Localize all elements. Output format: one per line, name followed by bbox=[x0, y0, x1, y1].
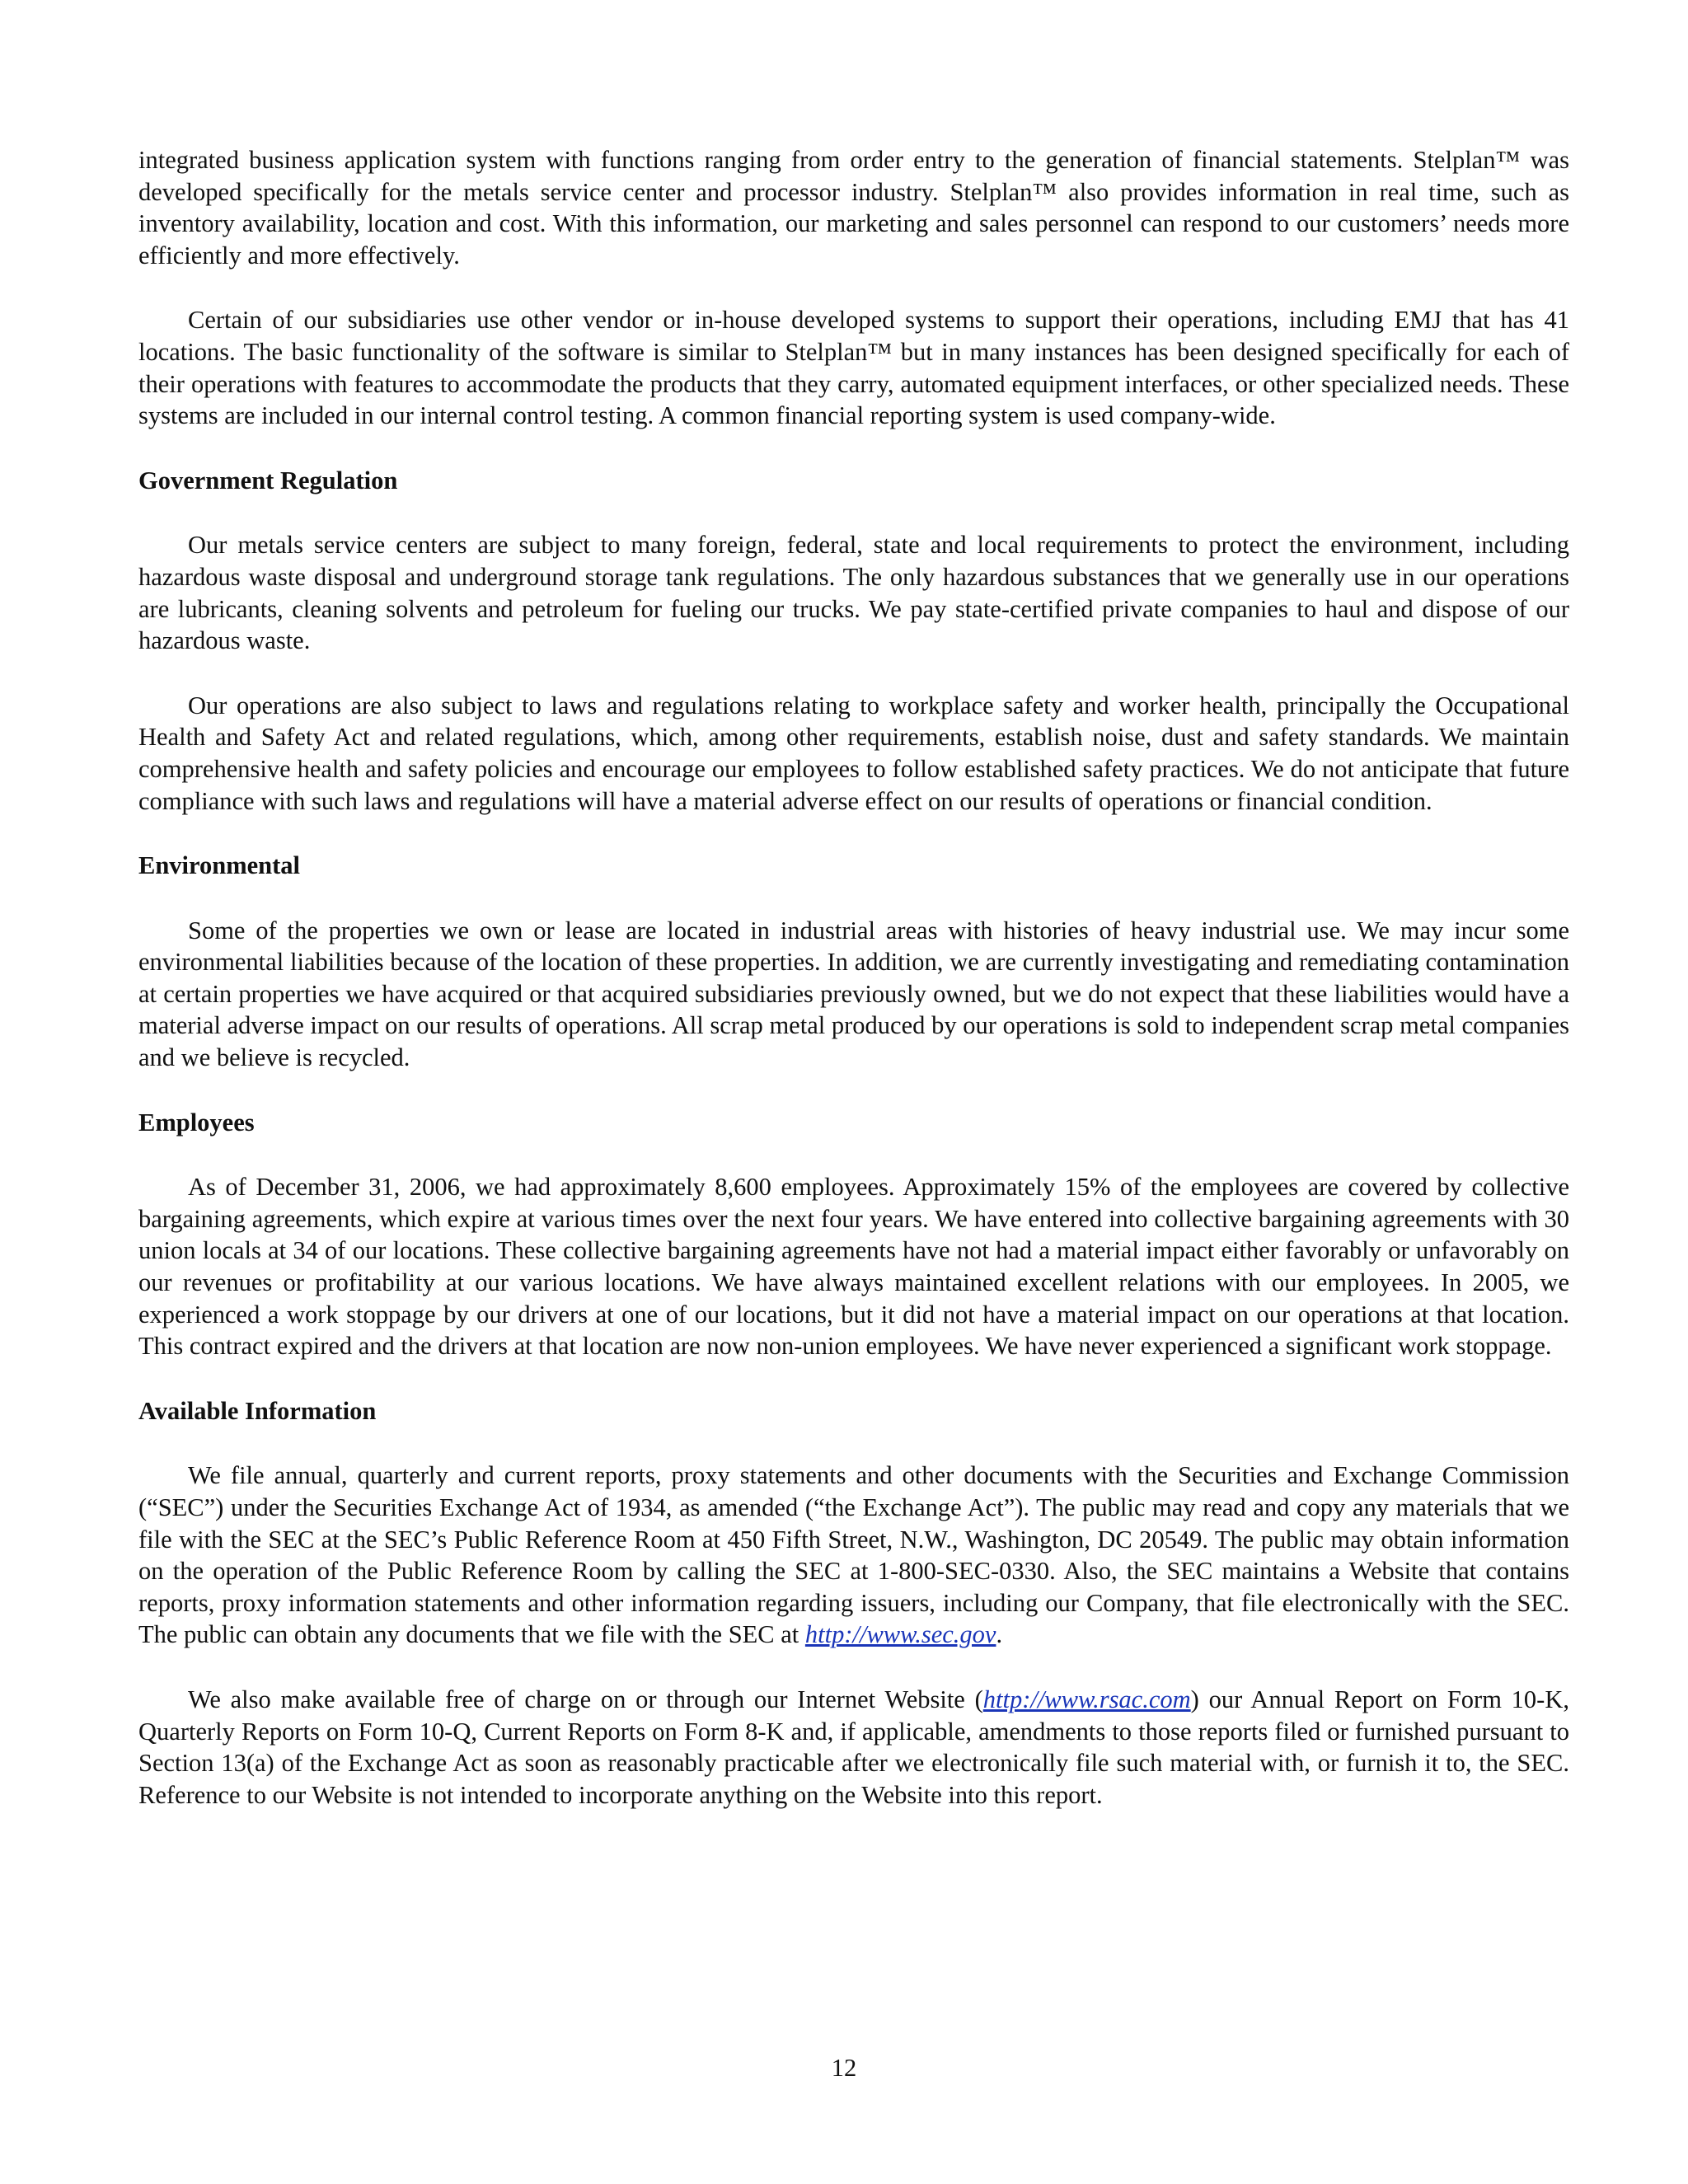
paragraph-employees: As of December 31, 2006, we had approximately 8,600 employees. Approximately 15% of the employees are covered by collective bargaining agreements, which expire at various times over the next four years. We have entered into collective bargaining agreements with 30 union locals at 34 of our locations. These collective bargaining agreements have not had a material impact either favorably or unfavorably on our revenues or profitability at our various locations. We have always maintained excellent relations with our employees. In 2005, we experienced a work stoppage by our drivers at one of our locations, but it did not have a material impact on our operations at that location. This contract expired and the drivers at that location are now non-union employees. We have never experienced a significant work stoppage. bbox=[138, 1173, 1569, 1361]
heading-environmental: Environmental bbox=[138, 851, 301, 880]
available-1-end: . bbox=[996, 1620, 1003, 1649]
heading-government-regulation: Government Regulation bbox=[138, 466, 398, 494]
paragraph-subsidiary-systems: Certain of our subsidiaries use other vendor or in-house developed systems to support their operations, including EMJ that has 41 locations. The basic functionality of the software is similar to Stelplan™ but in many instances has been designed specifically for each of their operations with features to accommodate the products that they carry, automated equipment interfaces, or other specialized needs. These systems are included in our internal control testing. A common financial reporting system is used company-wide. bbox=[138, 306, 1569, 430]
document-body bbox=[138, 144, 1569, 1811]
available-2-rest: ) our Annual Report on Form 10-K, Quarterly Reports on Form 10-Q, Current Reports on Form 8-K and, if applicable, amendments to those reports filed or furnished pursuant to Section 13(a) of the Exchange Act as soon as reasonably practicable after we electronically file such material with, or furnish it to, the SEC. Reference to our Website is not intended to incorporate anything on the Website into this report. bbox=[138, 1685, 1569, 1809]
heading-employees: Employees bbox=[138, 1108, 255, 1137]
paragraph-government-2: Our operations are also subject to laws and regulations relating to workplace safety and worker health, principally the Occupational Health and Safety Act and related regulations, which, among other requirements, establish noise, dust and safety standards. We maintain comprehensive health and safety policies and encourage our employees to follow established safety practices. We do not anticipate that future compliance with such laws and regulations will have a material adverse effect on our results of operations or financial condition. bbox=[138, 691, 1569, 815]
paragraph-government-1: Our metals service centers are subject to many foreign, federal, state and local requirements to protect the environment, including hazardous waste disposal and underground storage tank regulations. The only hazardous substances that we generally use in our operations are lubricants, cleaning solvents and petroleum for fueling our trucks. We pay state-certified private companies to haul and dispose of our hazardous waste. bbox=[138, 531, 1569, 655]
paragraph-stelplan-intro: integrated business application system with functions ranging from order entry to the generation of financial statements. Stelplan™ was developed specifically for the metals service center and processor industry. Stelplan™ also provides information in real time, such as inventory availability, location and cost. With this information, our marketing and sales personnel can respond to our customers’ needs more efficiently and more effectively. bbox=[138, 146, 1569, 269]
paragraph-available-2 bbox=[138, 1684, 1569, 1811]
available-2-start: We also make available free of charge on or through our Internet Website ( bbox=[188, 1685, 983, 1713]
rsac-website-link[interactable]: http://www.rsac.com bbox=[982, 1685, 1191, 1713]
paragraph-environmental: Some of the properties we own or lease are located in industrial areas with histories of heavy industrial use. We may incur some environmental liabilities because of the location of these properties. In addition, we are currently investigating and remediating contamination at certain properties we have acquired or that acquired subsidiaries previously owned, but we do not expect that these liabilities would have a material adverse impact on our results of operations. All scrap metal produced by our operations is sold to independent scrap metal companies and we believe is recycled. bbox=[138, 916, 1569, 1072]
sec-gov-link[interactable]: http://www.sec.gov bbox=[804, 1620, 996, 1649]
paragraph-available-1 bbox=[138, 1460, 1569, 1651]
heading-available-information: Available Information bbox=[138, 1396, 377, 1425]
available-1-text: We file annual, quarterly and current reports, proxy statements and other documents with the Securities and Exchange Commission (“SEC”) under the Securities Exchange Act of 1934, as amended (“the Exchange Act”). The public may read and copy any materials that we file with the SEC at the SEC’s Public Reference Room at 450 Fifth Street, N.W., Washington, DC 20549. The public may obtain information on the operation of the Public Reference Room by calling the SEC at 1-800-SEC-0330. Also, the SEC maintains a Website that contains reports, proxy information statements and other information regarding issuers, including our Company, that file electronically with the SEC. The public can obtain any documents that we file with the SEC at bbox=[138, 1461, 1569, 1649]
page-number: 12 bbox=[831, 2054, 857, 2082]
